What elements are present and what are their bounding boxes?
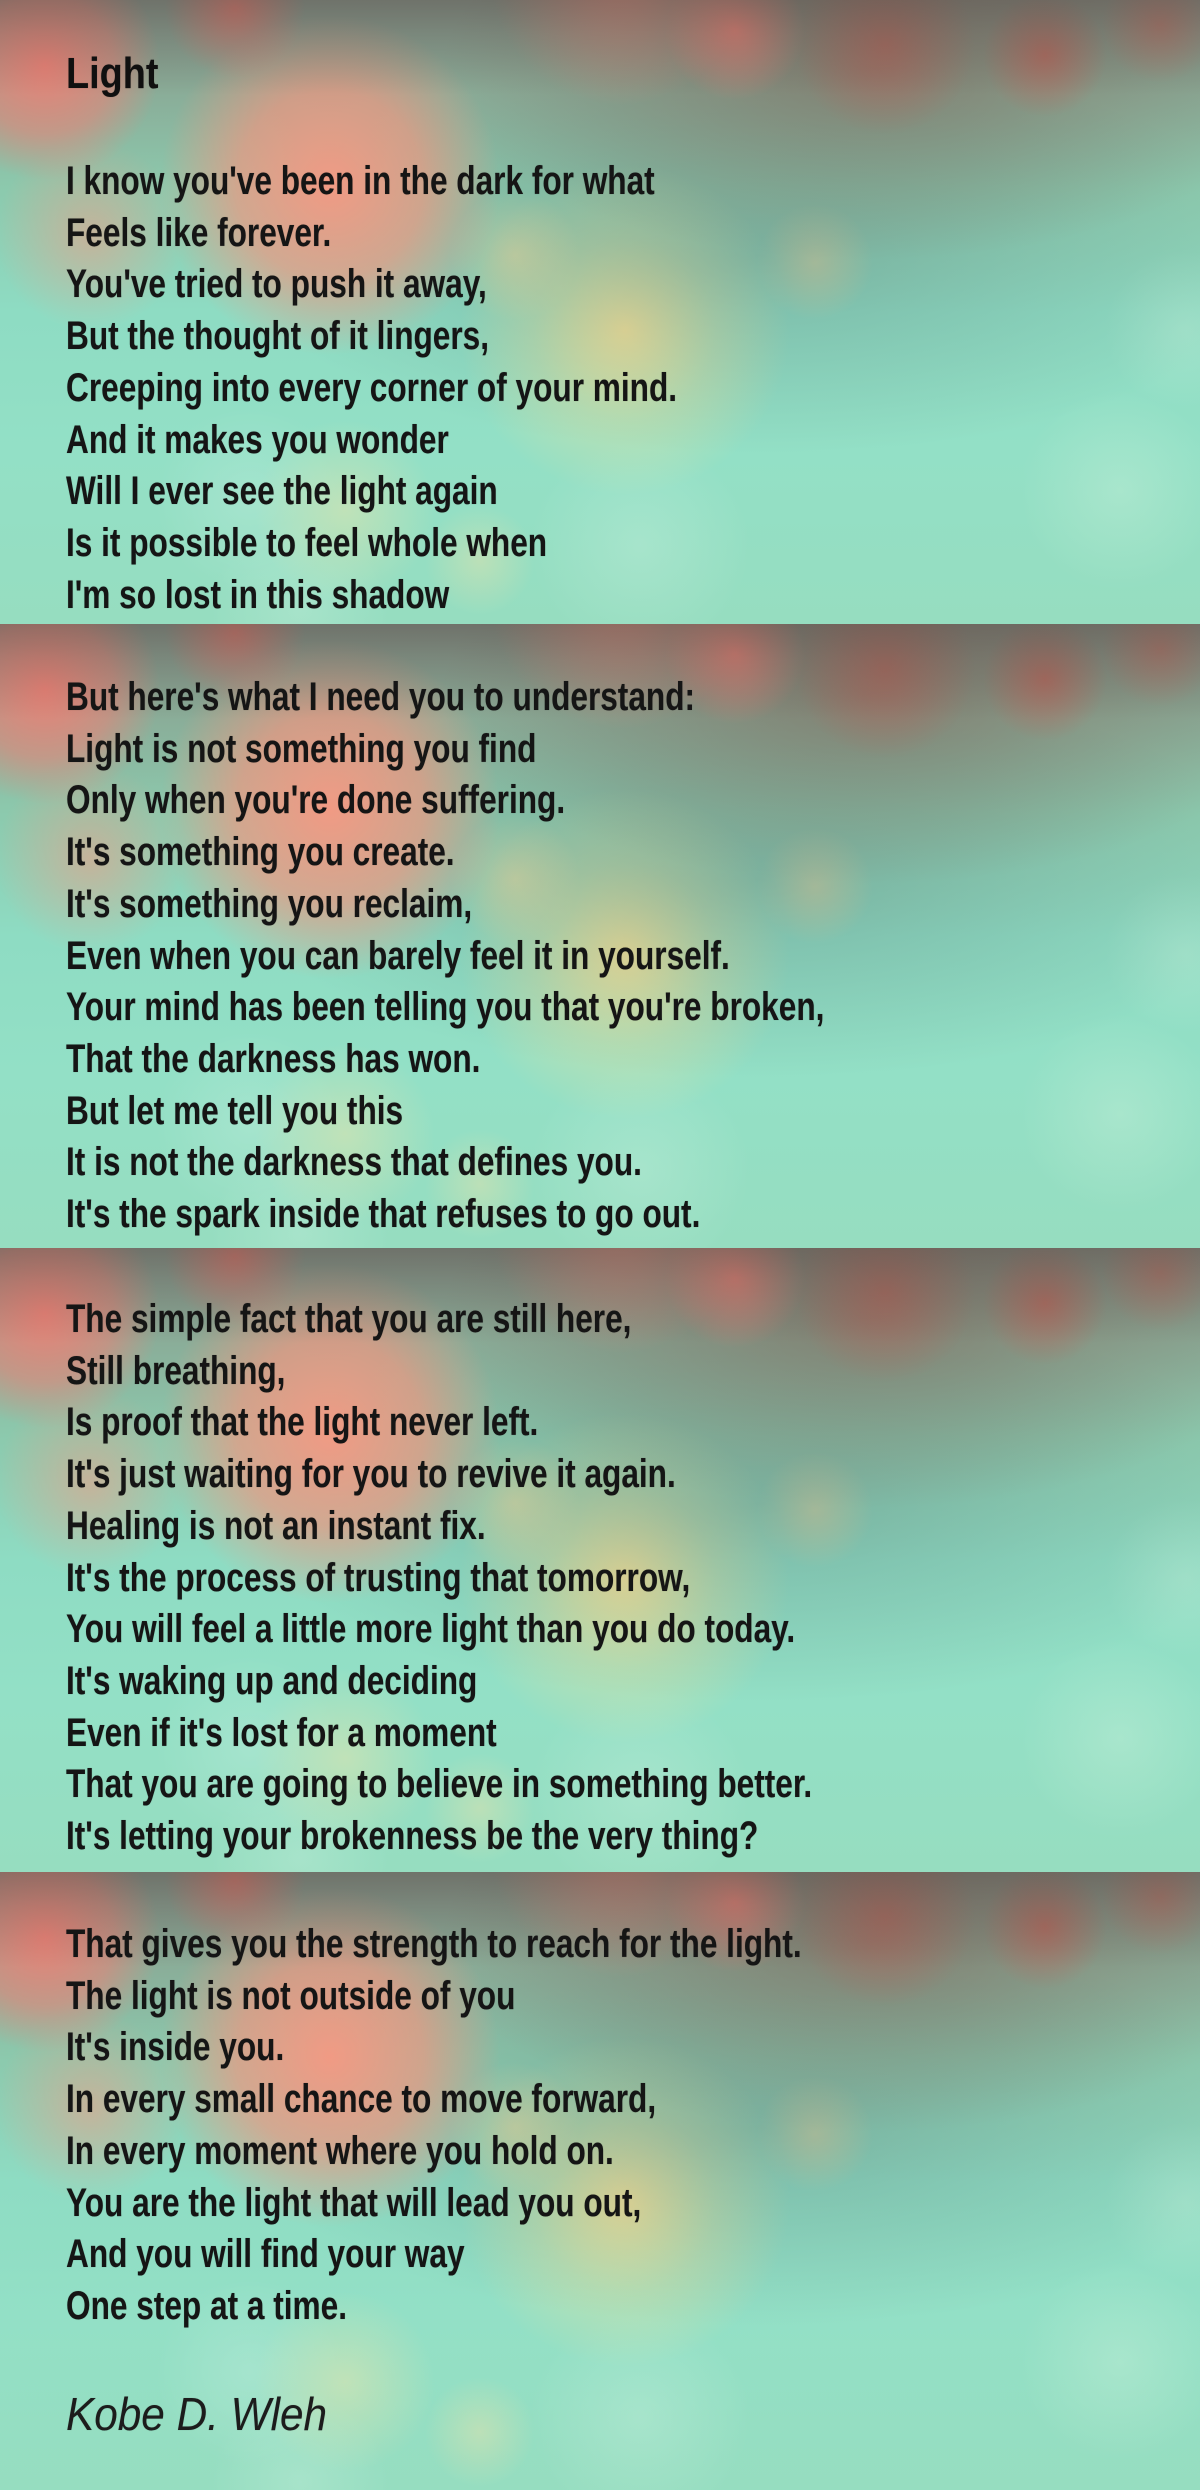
- poem-line: It's something you reclaim,: [66, 881, 473, 926]
- poem-line: I'm so lost in this shadow: [66, 572, 450, 617]
- poem-line: It's waking up and deciding: [66, 1658, 478, 1703]
- background-band-4: [0, 1872, 1200, 2490]
- poem-line: It is not the darkness that defines you.: [66, 1140, 642, 1185]
- poem-line: It's just waiting for you to revive it again.: [66, 1452, 676, 1497]
- stanza-2: [66, 672, 1026, 1241]
- poem-line: It's something you create.: [66, 830, 455, 875]
- background-band-3: [0, 1248, 1200, 1872]
- poem-line: Is proof that the light never left.: [66, 1400, 539, 1445]
- poem-line: That gives you the strength to reach for the light.: [66, 1922, 802, 1966]
- poem-line: It's inside you.: [66, 2025, 285, 2070]
- poem-author-signature: Kobe D. Wleh: [66, 2388, 328, 2440]
- poem-line: But the thought of it lingers,: [66, 314, 490, 359]
- poem-line: Is it possible to feel whole when: [66, 520, 548, 565]
- poem-line: But let me tell you this: [66, 1088, 404, 1133]
- poem-line: And you will find your way: [66, 2232, 465, 2277]
- poem-line: Feels like forever.: [66, 210, 332, 255]
- poem-line: Your mind has been telling you that you're broken,: [66, 985, 825, 1030]
- poem-line: The light is not outside of you: [66, 1973, 516, 2018]
- poem-line: I know you've been in the dark for what: [66, 159, 655, 203]
- stanza-4: [66, 1919, 997, 2333]
- poem-line: Creeping into every corner of your mind.: [66, 365, 678, 410]
- poem-line: Even when you can barely feel it in yourself.: [66, 933, 730, 978]
- poem-line: You've tried to push it away,: [66, 262, 487, 307]
- poem-line: One step at a time.: [66, 2283, 347, 2328]
- poem-line: But here's what I need you to understand:: [66, 675, 696, 719]
- poem-line: In every moment where you hold on.: [66, 2128, 614, 2173]
- poem-line: Even if it's lost for a moment: [66, 1710, 497, 1755]
- poem-title: Light: [66, 49, 159, 98]
- poem-line: Healing is not an instant fix.: [66, 1503, 486, 1548]
- poem-line: You will feel a little more light than you do today.: [66, 1607, 796, 1652]
- poem-line: It's letting your brokenness be the very thing?: [66, 1814, 759, 1859]
- poem-line: In every small chance to move forward,: [66, 2077, 657, 2122]
- poem-line: That you are going to believe in something better.: [66, 1762, 813, 1807]
- background-band-1: [0, 0, 1200, 624]
- poem-line: And it makes you wonder: [66, 417, 449, 462]
- poem-line: Will I ever see the light again: [66, 469, 498, 514]
- poem-line: That the darkness has won.: [66, 1036, 481, 1081]
- poem-line: Only when you're done suffering.: [66, 778, 566, 823]
- poem-line: The simple fact that you are still here,: [66, 1297, 632, 1341]
- stanza-1: [66, 156, 839, 621]
- poem-line: Still breathing,: [66, 1348, 286, 1393]
- poem-line: You are the light that will lead you out,: [66, 2180, 642, 2225]
- poem-line: It's the process of trusting that tomorrow,: [66, 1555, 691, 1600]
- background-band-2: [0, 624, 1200, 1248]
- stanza-3: [66, 1294, 1011, 1863]
- poem-line: Light is not something you find: [66, 726, 537, 771]
- poem-line: It's the spark inside that refuses to go out.: [66, 1192, 701, 1237]
